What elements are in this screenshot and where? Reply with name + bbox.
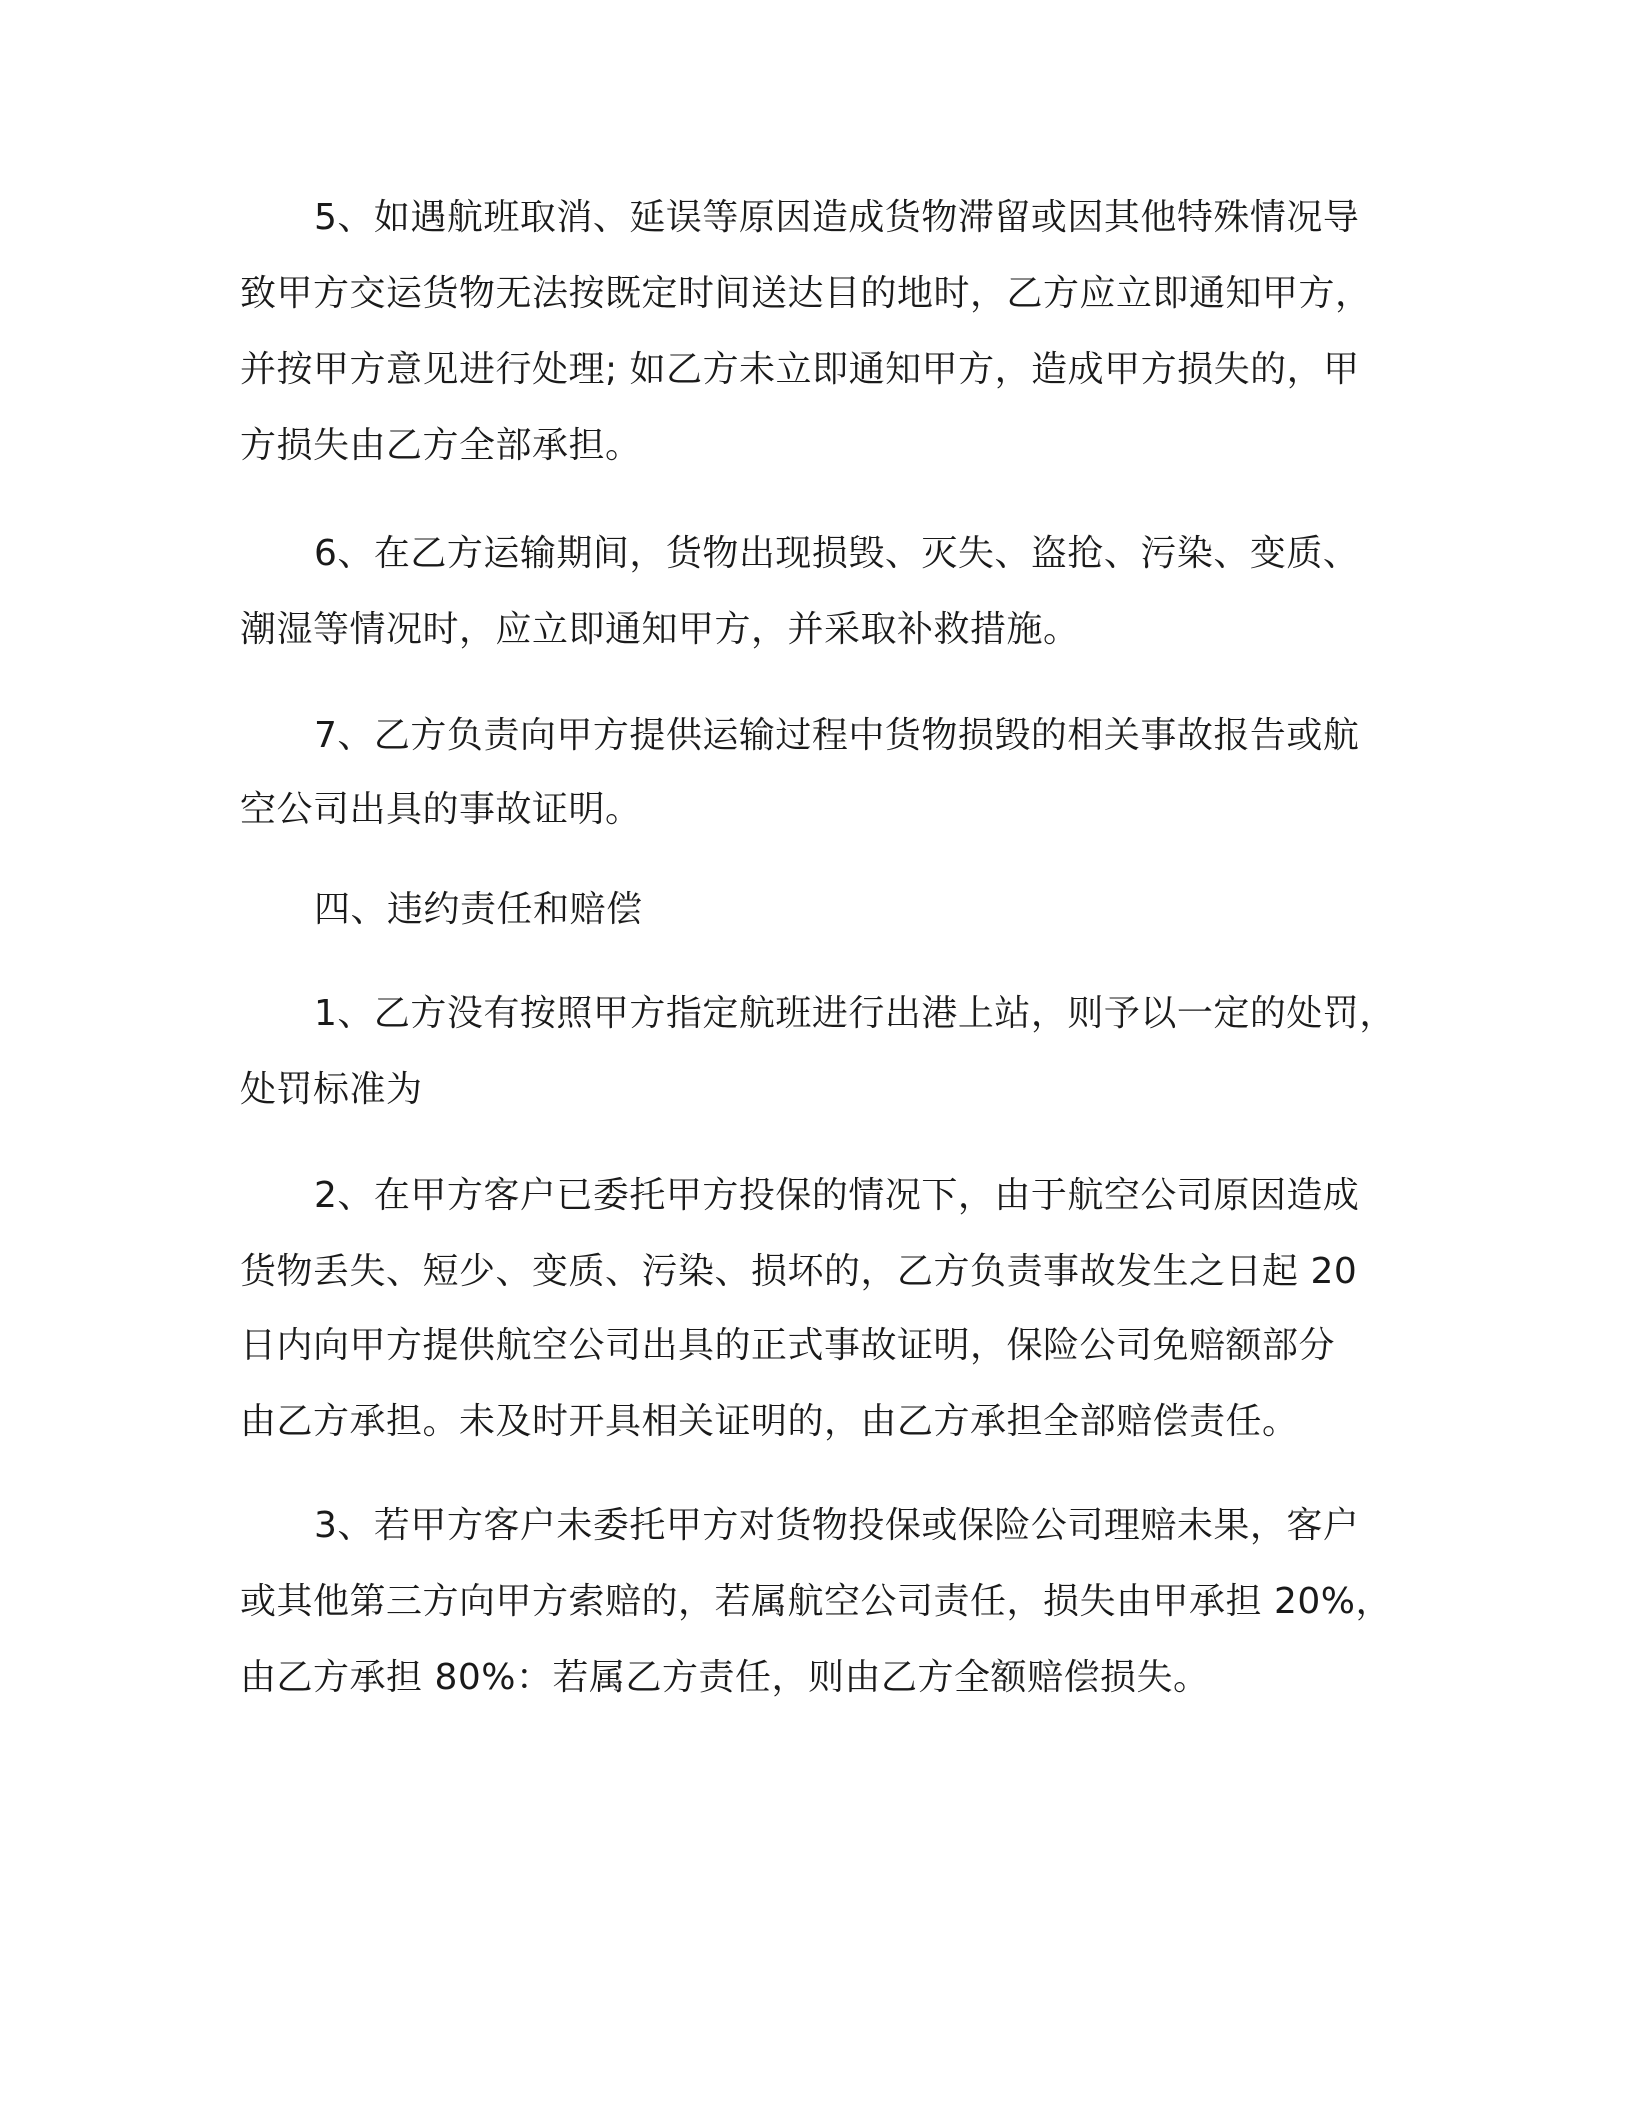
item-2-line-2: 货物丢失、短少、变质、污染、损坏的，乙方负责事故发生之日起 20 [240, 1251, 1358, 1292]
item-2-line-4: 由乙方承担。未及时开具相关证明的，由乙方承担全部赔偿责任。 [240, 1401, 1299, 1442]
item-1-line-2: 处罚标准为 [240, 1069, 423, 1110]
clause-5-line-4: 方损失由乙方全部承担。 [240, 425, 642, 466]
item-2-line-3: 日内向甲方提供航空公司出具的正式事故证明，保险公司免赔额部分 [240, 1325, 1336, 1366]
item-3-line-3: 由乙方承担 80%：若属乙方责任，则由乙方全额赔偿损失。 [240, 1657, 1210, 1698]
item-3-line-2: 或其他第三方向甲方索赔的，若属航空公司责任，损失由甲承担 20%， [240, 1581, 1392, 1622]
clause-6-line-1: 6、在乙方运输期间，货物出现损毁、灭失、盗抢、污染、变质、 [314, 533, 1360, 574]
clause-5-line-3: 并按甲方意见进行处理; 如乙方未立即通知甲方，造成甲方损失的，甲 [240, 349, 1360, 390]
clause-7-line-2: 空公司出具的事故证明。 [240, 789, 642, 830]
clause-5-line-2: 致甲方交运货物无法按既定时间送达目的地时，乙方应立即通知甲方， [240, 273, 1372, 314]
section-heading: 四、违约责任和赔偿 [314, 889, 643, 930]
clause-5-line-1: 5、如遇航班取消、延误等原因造成货物滞留或因其他特殊情况导 [314, 197, 1360, 238]
item-2-line-1: 2、在甲方客户已委托甲方投保的情况下，由于航空公司原因造成 [314, 1175, 1360, 1216]
clause-7-line-1: 7、乙方负责向甲方提供运输过程中货物损毁的相关事故报告或航 [314, 715, 1360, 756]
clause-6-line-2: 潮湿等情况时，应立即通知甲方，并采取补救措施。 [240, 609, 1080, 650]
item-1-line-1: 1、乙方没有按照甲方指定航班进行出港上站，则予以一定的处罚， [314, 993, 1396, 1034]
item-3-line-1: 3、若甲方客户未委托甲方对货物投保或保险公司理赔未果，客户 [314, 1505, 1360, 1546]
